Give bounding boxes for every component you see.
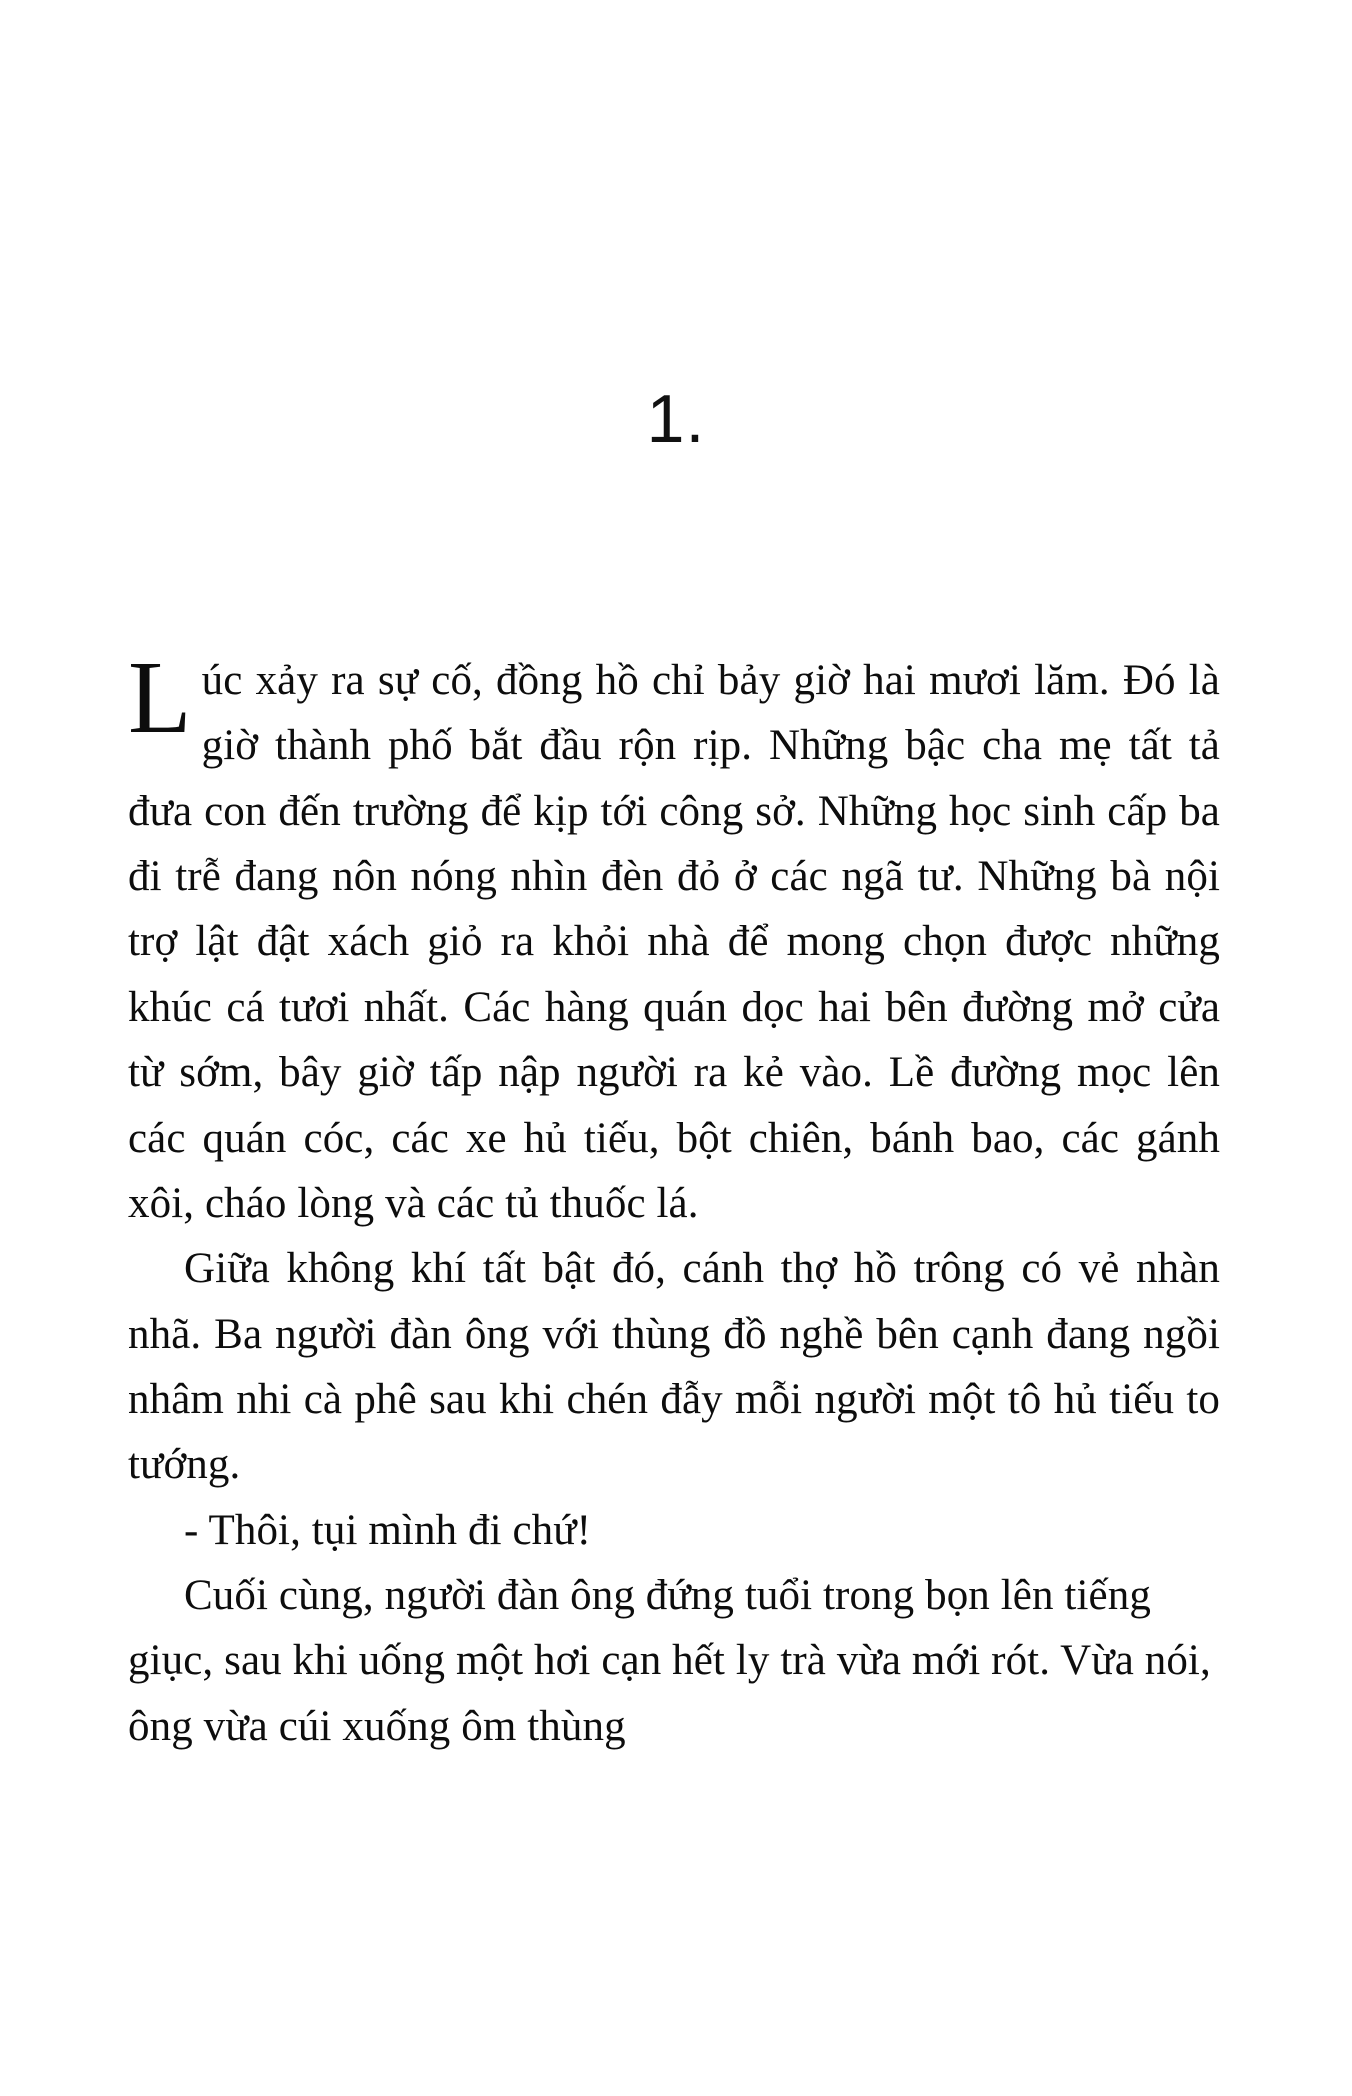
drop-cap-letter: L [128,640,192,755]
paragraph-text: úc xảy ra sự cố, đồng hồ chỉ bảy giờ hai mươi lăm. Đó là giờ thành phố bắt đầu rộn rịp. Những bậc cha mẹ tất tả đưa con đến trường để kịp tới công sở. Những học sinh cấp ba đi trễ đang nôn nóng nhìn đèn đỏ ở các ngã tư. Những bà nội trợ lật đật xách giỏ ra khỏi nhà để mong chọn được những khúc cá tươi nhất. Các hàng quán dọc hai bên đường mở cửa từ sớm, bây giờ tấp nập người ra kẻ vào. Lề đường mọc lên các quán cóc, các xe hủ tiếu, bột chiên, bánh bao, các gánh xôi, cháo lòng và các tủ thuốc lá. [128,657,1220,1227]
chapter-number: 1. [646,381,706,457]
paragraph-fourth: Cuối cùng, người đàn ông đứng tuổi trong bọn lên tiếng giục, sau khi uống một hơi cạn hết ly trà vừa mới rót. Vừa nói, ông vừa cúi xuống ôm thùng [128,1572,1211,1750]
paragraph-dialogue: - Thôi, tụi mình đi chứ! [184,1506,592,1554]
body-text-block [128,640,1220,1759]
paragraph-second: Giữa không khí tất bật đó, cánh thợ hồ trông có vẻ nhàn nhã. Ba người đàn ông với thùng đồ nghề bên cạnh đang ngồi nhâm nhi cà phê sau khi chén đẫy mỗi người một tô hủ tiếu to tướng. [128,1245,1220,1489]
paragraph-opening [128,640,1220,1236]
